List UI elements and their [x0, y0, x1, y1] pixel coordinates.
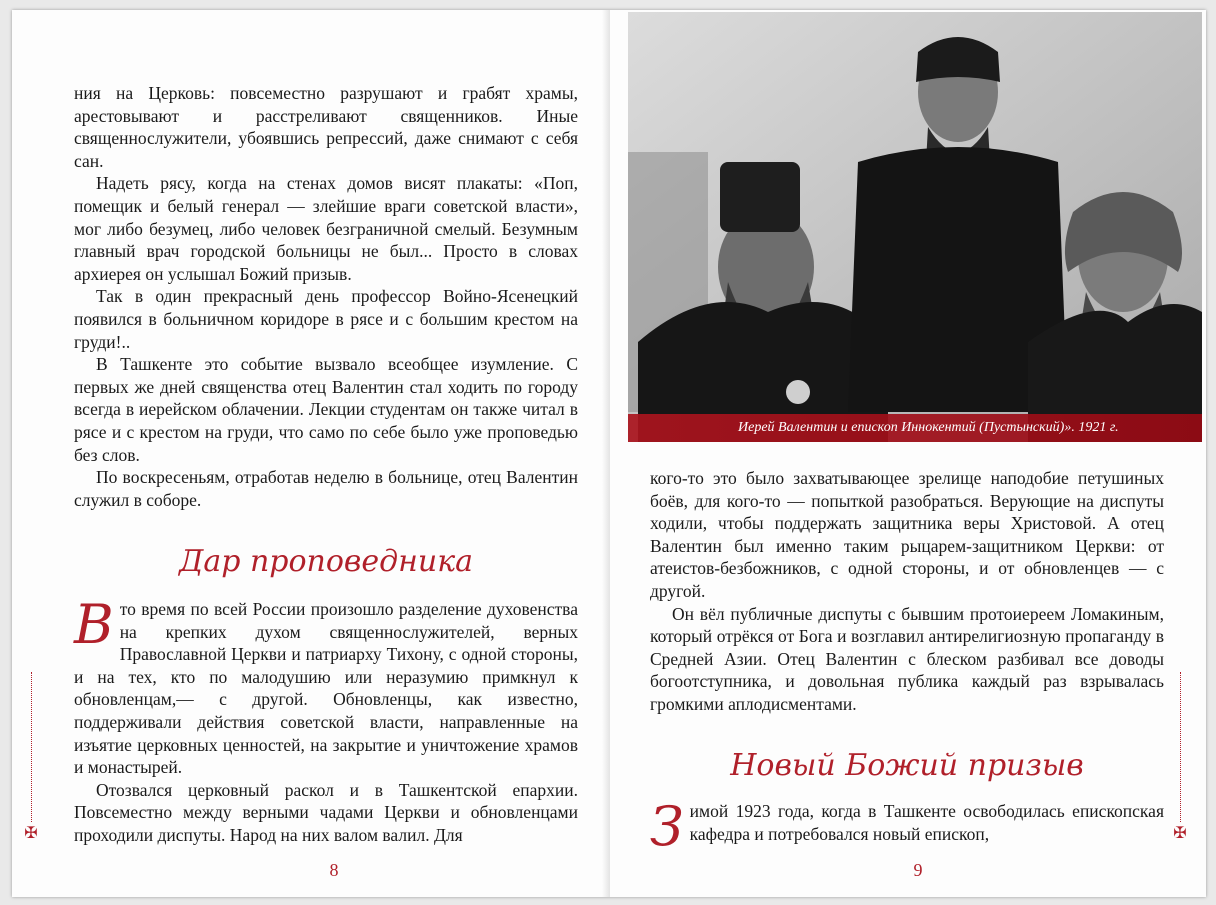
- drop-paragraph-text: имой 1923 года, когда в Ташкенте освободилась епископская кафедра и потребовался новый епископ,: [689, 801, 1164, 844]
- paragraph: Отозвался церковный раскол и в Ташкентской епархии. Повсеместно между верными чадами Церкви и обновленцами проходили диспуты. Народ на них валом валил. Для: [74, 779, 578, 845]
- paragraph: По воскресеньям, отработав неделю в больнице, отец Валентин служил в соборе.: [74, 467, 578, 510]
- paragraph: кого-то это было захватывающее зрелище наподобие петушиных боёв, для кого-то — попыткой разобраться. Верующие на диспуты ходили, чтобы поддержать защитника веры Христовой. А отец Валентин был именно таким рыцарем-защитником Церкви: от атеистов-безбожников, с одной стороны, и от обновленцев — с другой.: [650, 468, 1164, 601]
- dropcap: В: [74, 593, 114, 656]
- ornament-line: [31, 672, 32, 822]
- paragraph: В Ташкенте это событие вызвало всеобщее изумление. С первых же дней священства отец Валентин стал ходить по городу всегда в иерейском облачении. Лекции студентам он также читал в рясе и с крестом на груди, что само по себе было уже проповедью без слов.: [74, 354, 578, 465]
- red-cross-ornament-icon: ✠: [24, 825, 38, 842]
- left-page: [12, 10, 609, 897]
- drop-paragraph: [650, 795, 1164, 858]
- left-text-bottom: [74, 593, 578, 847]
- paragraph: ния на Церковь: повсеместно разрушают и грабят храмы, арестовывают и расстреливают священников. Иные священнослужители, убоявшись репрессий, даже снимают с себя сан.: [74, 83, 578, 171]
- page-number: 8: [329, 860, 339, 880]
- right-text-top: [650, 467, 1164, 716]
- right-page: [610, 10, 1206, 897]
- photo-illustration: [628, 12, 1202, 442]
- dropcap: З: [650, 795, 684, 858]
- section-heading: Дар проповедника: [178, 544, 474, 579]
- paragraph: Так в один прекрасный день профессор Войно-Ясенецкий появился в больничном коридоре в рясе и с большим крестом на груди!..: [74, 286, 578, 352]
- historical-photo: [628, 12, 1202, 442]
- paragraph: Он вёл публичные диспуты с бывшим протоиереем Ломакиным, который отрёкся от Бога и возглавил антирелигиозную пропаганду в Средней Азии. Отец Валентин с блеском разбивал все доводы богоотступника, и довольная публика каждый раз взрывалась громкими аплодисментами.: [650, 603, 1164, 714]
- page-number: 9: [913, 860, 923, 880]
- drop-paragraph: [74, 593, 578, 779]
- photo-caption: Иерей Валентин и епископ Иннокентий (Пустынский)». 1921 г.: [628, 414, 1202, 442]
- right-text-bottom: [650, 795, 1164, 858]
- left-text-top: [74, 82, 578, 511]
- paragraph: Надеть рясу, когда на стенах домов висят плакаты: «Поп, помещик и белый генерал — злейшие враги советской власти», мог либо безумец, либо человек безграничной смелый. Безумным главный врач городской больницы не был... Просто в словах архиерея он услышал Божий призыв.: [74, 173, 578, 284]
- section-heading: Новый Божий призыв: [730, 748, 1084, 783]
- ornament-line: [1180, 672, 1181, 822]
- red-cross-ornament-icon: ✠: [1173, 825, 1187, 842]
- drop-paragraph-text: то время по всей России произошло разделение духовенства на крепких духом священнослужителей, верных Православной Церкви и патриарху Тихону, с одной стороны, и на тех, кто по малодушию или неразумию примкнул к обновленцам,— с другой. Обновленцы, как известно, поддерживали действия советской власти, направленные на изъятие церковных ценностей, на закрытие и уничтожение храмов и монастырей.: [74, 599, 578, 778]
- book-spread: [12, 10, 1206, 897]
